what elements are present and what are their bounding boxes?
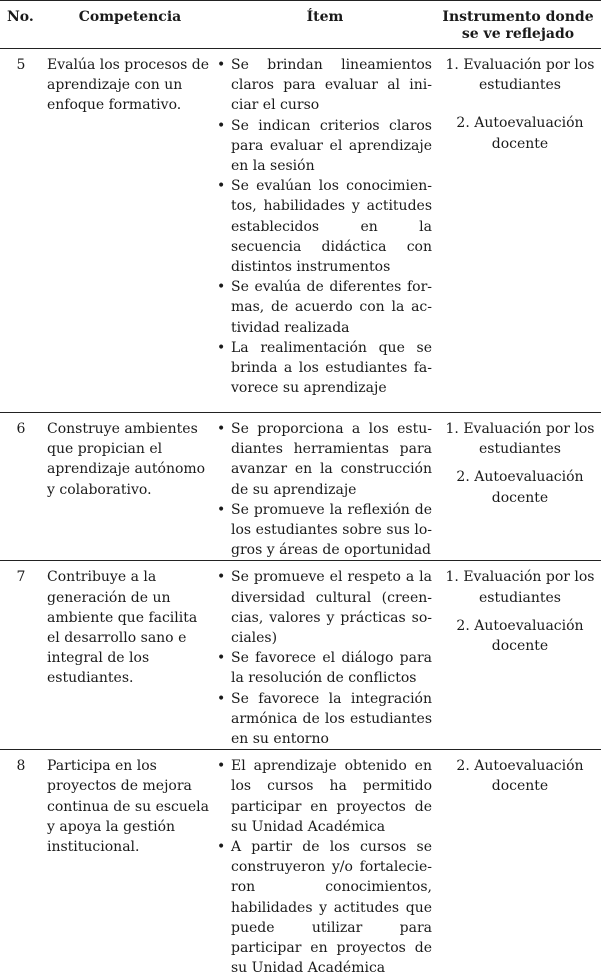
header-no: No. <box>0 1 45 49</box>
row-number: 6 <box>0 413 45 561</box>
row-number: 5 <box>0 49 45 413</box>
instrumento-entry: 2. Autoevaluación docente <box>456 469 584 506</box>
competencia-cell: Evalúa los procesos de aprendizaje con un enfoque formativo. <box>45 49 215 413</box>
table-row <box>0 413 601 561</box>
item-text: A partir de los cursos se construyeron y/o fortalecieron conocimientos, habilidades y actitudes que puede utilizar para participar en proyectos de su Unidad Académica <box>231 839 432 977</box>
instrumento-entry: 2. Autoevaluación docente <box>456 617 584 655</box>
instrumento-entry: 1. Evaluación por los estudiantes <box>445 421 595 458</box>
item-text: Se favorece el diálogo para la resolución de conflictos <box>231 650 432 687</box>
list-item <box>217 419 432 500</box>
item-text: Se indican criterios claros para evaluar el aprendizaje en la sesión <box>231 117 432 175</box>
instrumento-cell <box>435 561 601 750</box>
list-item <box>217 116 432 177</box>
item-list <box>217 756 432 978</box>
item-text: Se promueve la reflexión de los estudiantes sobre sus logros y áreas de oportunidad <box>231 501 432 559</box>
header-competencia: Competencia <box>45 1 215 49</box>
item-text: Se proporciona a los estudiantes herramientas para avanzar en la construcción de su aprendizaje <box>231 421 432 498</box>
list-item <box>217 567 432 648</box>
table-row <box>0 561 601 750</box>
row-number: 8 <box>16 758 26 775</box>
header-item: Ítem <box>215 1 435 49</box>
list-item <box>217 837 432 978</box>
bullet-icon: • <box>217 339 226 356</box>
item-cell <box>215 49 435 413</box>
list-item <box>217 648 432 688</box>
item-text: La realimentación que se brinda a los estudiantes favorece su aprendizaje <box>231 339 432 397</box>
item-text: Se evalúan los conocimientos, habilidades y actitudes establecidos en la secuencia didáctica con distintos instrumentos <box>231 178 432 276</box>
bullet-icon: • <box>217 57 226 73</box>
instrumento-cell <box>435 49 601 413</box>
competencia-cell: Contribuye a la generación de un ambiente que facilita el desarrollo sano e integral de los estudiantes. <box>45 561 215 750</box>
item-list <box>217 55 432 398</box>
bullet-icon: • <box>217 690 226 707</box>
competencia-cell: Construye ambientes que propician el aprendizaje autónomo y colaborativo. <box>45 413 215 561</box>
list-item <box>217 500 432 561</box>
item-text: Se favorece la integración armónica de los estudiantes en su entorno <box>231 690 432 748</box>
bullet-icon: • <box>217 501 226 518</box>
item-text: Se evalúa de diferentes formas, de acuerdo con la actividad realizada <box>231 279 432 336</box>
item-cell <box>215 750 435 978</box>
bullet-icon: • <box>217 279 226 296</box>
item-cell <box>215 561 435 750</box>
table-row <box>0 750 601 978</box>
header-instrumento: Instrumento donde se ve reflejado <box>435 1 601 49</box>
list-item <box>217 338 432 399</box>
bullet-icon: • <box>217 178 226 195</box>
list-item <box>217 176 432 277</box>
list-item <box>217 689 432 750</box>
competencia-cell: Participa en los proyectos de mejora continua de su escuela y apoya la gestión institucional. <box>47 758 210 856</box>
instrumento-cell <box>435 750 601 978</box>
item-text: Se brindan lineamientos claros para evaluar al iniciar el curso <box>231 57 432 114</box>
item-cell <box>215 413 435 561</box>
instrumento-entry: 2. Autoevaluación docente <box>456 115 584 152</box>
instrumento-cell <box>435 413 601 561</box>
instrumento-entry: 1. Evaluación por los estudiantes <box>445 569 595 606</box>
list-item <box>217 55 432 116</box>
instrumento-entry: 1. Evaluación por los estudiantes <box>445 57 595 94</box>
item-list <box>217 567 432 749</box>
bullet-icon: • <box>217 839 226 856</box>
bullet-icon: • <box>217 421 226 437</box>
list-item <box>217 756 432 837</box>
list-item <box>217 277 432 338</box>
instrumento-entry: 2. Autoevaluación docente <box>456 758 584 795</box>
item-text: El aprendizaje obtenido en los cursos ha permitido participar en proyectos de su Unidad Académica <box>231 758 432 835</box>
bullet-icon: • <box>217 569 226 586</box>
item-text: Se promueve el respeto a la diversidad cultural (creencias, valores y prácticas sociales) <box>231 569 432 647</box>
row-number: 7 <box>0 561 45 750</box>
bullet-icon: • <box>217 758 226 775</box>
item-list <box>217 419 432 560</box>
table-row <box>0 49 601 413</box>
bullet-icon: • <box>217 650 226 667</box>
bullet-icon: • <box>217 117 226 134</box>
header-row <box>0 1 601 49</box>
